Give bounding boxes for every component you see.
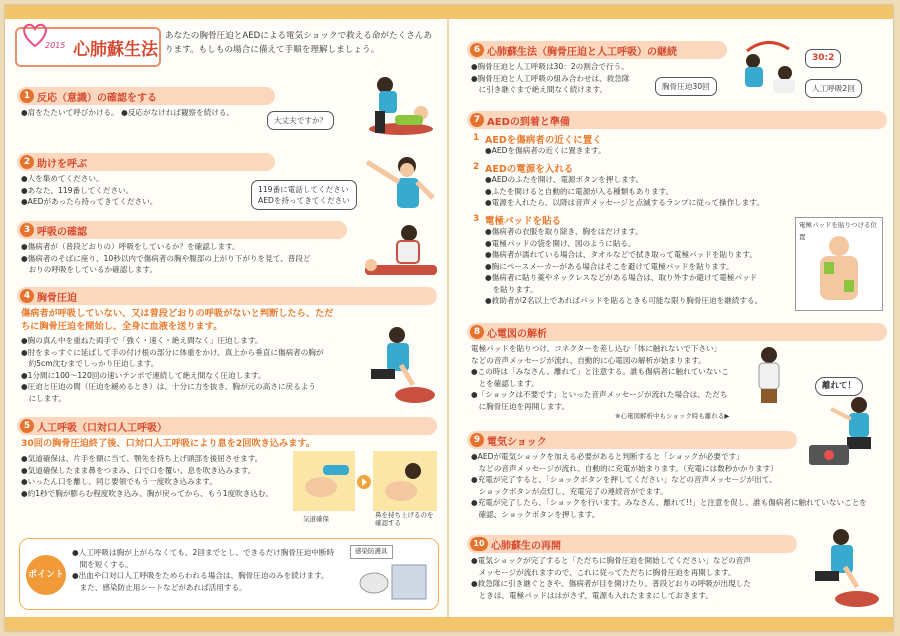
arrow-right-icon [357,475,371,489]
leaflet-sheet: 2015 心肺蘇生法 あなたの胸骨圧迫とAEDによる電気ショックで救える命がたくさんあ ります。もしもの場合に備えて手順を理解しましょう。 1 反応（意識）の確認をする ●肩をたたいて呼びかける。 ●反応がなければ観察を続ける。 大丈夫ですか？ 2 助けを呼ぶ ●人を集めてください。 ●あなた、119番してください。 ●AEDがあったら持ってきてください。 119番に電話してください AEDを持ってきてください 3 呼吸の確認 ●傷病者が（普段どおりの）呼吸をしているか？を確認します。 ●傷病者のそばに座り、10秒以内で傷病者の胸や腹部の上がり下がりを見て、普段ど おりの呼吸をしているか確認します。 4 胸骨圧迫 傷病者が呼吸していない、又は普段どおりの呼吸がないと判断したら、ただ ちに胸骨圧迫を開始し、全身に血液を送ります。 ●胸の真ん中を重ねた両手で「強く・速く・絶え間なく」圧迫します。 ●肘をまっすぐに延ばして手の付け根の部分に体重をかけ、真上から垂直に傷病者の胸が 約5cm沈むまでしっかり圧迫します。 ●1分間に100〜120回の速いテンポで連続して絶え間なく圧迫します。 ●圧迫と圧迫の間（圧迫を緩めるとき）は、十分に力を抜き、胸が元の高さに戻るよう にします。 5 人工呼吸（口対口人工呼吸） 30回の胸骨圧迫終了後、口対口人工呼吸により息を2回吹き込みます。 ●気道確保は、片手を額に当て、顎先を持ち上げ頭部を後屈させます。 ●気道確保したまま鼻をつまみ、口で口を覆い、息を吹き込みます。 ●いったん口を離し、同じ要領でもう一度吹き込みます。 ●約1秒で胸が膨らむ程度吹き込み、胸が戻ってから、もう1度吹き込む。 気道確保 鼻を持ち上げるのを 確認する ポイント ●人工呼吸は胸が上がらなくても、2回までとし、できるだけ胸骨圧迫中断時 間を短くする。 ●出血や口対口人工呼吸をためらわれる場合は、胸骨圧迫のみを続けます。 また、感染防止用シートなどがあれば活用する。 感染防護具 6 心肺蘇生法（胸骨圧迫と人工呼吸）の継続 ●胸骨圧迫と人工呼吸は30：2の割合で行う。 ●胸骨圧迫と人工呼吸の組み合わせは、救急隊 に引き継ぐまで絶え間なく続けます。 胸骨圧迫30回 人工呼吸2回 30:2 7 AEDの到着と準備 1 AEDを傷病者の近くに置く ●AEDを傷病者の近くに置きます。 2 AEDの電源を入れる ●AEDのふたを開け、電源ボタンを押します。 ●ふたを開けると自動的に電源が入る種類もあります。 ●電源を入れたら、以降は音声メッセージと点滅するランプに従って操作します。 3 電極パッドを貼る ●傷病者の衣服を取り除き、胸をはだけます。 ●電極パッドの袋を開け、図のように貼る。 ●傷病者が濡れている場合は、タオルなどで拭き取って電極パッドを貼ります。 ●胸にペースメーカーがある場合はそこを避けて電極パッドを貼ります。 ●傷病者に貼り薬やネックレスなどがある場合は、取り外すか避けて電極パッド を貼ります。 ●救助者が2名以上であればパッドを貼るときも可能な限り胸骨圧迫を継続する。 電極パッドを貼りつける位置 8 心電図の解析 電極パッドを貼りつけ、コネクターを差し込む「体に触れないで下さい」 などの音声メッセージが流れ、自動的に心電図の解析が始まります。 ●この時は「みなさん、離れて」と注意する。誰も傷病者に触れていないこ とを確認します。 ●「ショックは不要です」といった音声メッセージが流れた場合は、ただち に胸骨圧迫を再開します。 ※心電図解析中もショック時も離れる▶ 離れて！ 9 電気ショック ●AEDが電気ショックを加える必要があると判断すると「ショックが必要です」 などの音声メッセージが流れ、自動的に充電が始まります。（充電には数秒かかります） ●充電が完了すると、「ショックボタンを押してください」などの音声メッセージが出て、 ショックボタンが点灯し、充電完了の連続音がでます。 ●充電が完了したら、「ショックを行います。みなさん、離れて!!」と注意を促し、誰も傷病者に触れていないことを 確認、ショックボタンを押します。 10 心肺蘇生の再開 ●電気ショックが完了すると「ただちに胸骨圧迫を開始してください」などの音声 メッセージが流れますので、これに従ってただちに胸骨圧迫を再開します。 ●救急隊に引き継ぐときや、傷病者が目を開けたり、普段どおりの呼吸が出現した ときは、電極パッドははがさず、電源も入れたままにしておきます。 [5,5,893,631]
pad-position-figure: 電極パッドを貼りつける位置 [795,217,883,311]
section-1-text: ●肩をたたいて呼びかける。 ●反応がなければ観察を続ける。 [21,108,235,117]
section-2-header: 2 助けを呼ぶ [17,153,275,171]
point-text: ●人工呼吸は胸が上がらなくても、2回までとし、できるだけ胸骨圧迫中断時 間を短くする。 ●出血や口対口人工呼吸をためらわれる場合は、胸骨圧迫のみを続けます。 また、感染防止用シートなどがあれば活用する。 [72,548,335,592]
intro-text: あなたの胸骨圧迫とAEDによる電気ショックで救える命がたくさんあ ります。もしもの場合に備えて手順を理解しましょう。 [165,31,432,55]
airway-figure [293,451,355,511]
section-7-header: 7 AEDの到着と準備 [467,111,887,129]
section-5-text: ●気道確保は、片手を額に当て、顎先を持ち上げ頭部を後屈させます。 ●気道確保したまま鼻をつまみ、口で口を覆い、息を吹き込みます。 ●いったん口を離し、同じ要領でもう一度吹き込みます。 ●約1秒で胸が膨らむ程度吹き込み、胸が戻ってから、もう1度吹き込む。 [21,454,274,498]
section-9-text: ●AEDが電気ショックを加える必要があると判断すると「ショックが必要です」 などの音声メッセージが流れ、自動的に充電が始まります。（充電には数秒かかります） ●充電が完了すると、「ショックボタンを押してください」などの音声メッセージが出て、 ショックボタンが点灯し、充電完了の連続音がでます。 ●充電が完了したら、「ショックを行います。みなさん、離れて!!」と注意を促し、誰も傷病者に触れていないことを 確認、ショックボタンを押します。 [471,452,867,519]
title-logo [15,27,161,67]
resume-cpr-figure [797,525,885,611]
cpr-cycle-figure [727,37,807,105]
step-7-2-title: AEDの電源を入れる [485,164,574,175]
section-4-lead: 傷病者が呼吸していない、又は普段どおりの呼吸がないと判断したら、ただ ちに胸骨圧迫を開始し、全身に血液を送ります。 [21,308,334,332]
rescuer-calling-figure [347,148,441,212]
torso-pad-image [804,232,874,306]
year-label: 2015 [45,41,66,50]
step-7-1-title: AEDを傷病者の近くに置く [485,135,602,146]
section-6-header: 6 心肺蘇生法（胸骨圧迫と人工呼吸）の継続 [467,41,727,59]
step-7-1-text: ●AEDを傷病者の近くに置きます。 [485,146,606,155]
page-title: 心肺蘇生法 [73,40,158,60]
analysis-note: ※心電図解析中もショック時も離れる▶ [615,412,730,420]
breath-count-bubble: 人工呼吸2回 [805,79,862,98]
section-1-header: 1 反応（意識）の確認をする [17,87,275,105]
section-3-header: 3 呼吸の確認 [17,221,347,239]
section-6-text: ●胸骨圧迫と人工呼吸は30：2の割合で行う。 ●胸骨圧迫と人工呼吸の組み合わせは、救急隊 に引き継ぐまで絶え間なく続けます。 [471,62,630,94]
speech-bubble-2: 119番に電話してください AEDを持ってきてください [251,180,357,210]
section-8-header: 8 心電図の解析 [467,323,887,341]
section-10-text: ●電気ショックが完了すると「ただちに胸骨圧迫を開始してください」などの音声 メッセージが流れますので、これに従ってただちに胸骨圧迫を再開します。 ●救急隊に引き継ぐときや、傷病者が目を開けたり、普段どおりの呼吸が出現した ときは、電極パッドははがさず、電源も入れたままにしておきます。 [471,556,751,600]
breathing-check-figure [357,219,441,279]
bystander-figure [745,345,795,405]
point-badge: ポイント [26,555,66,595]
airway-caption: 気道確保 [303,515,329,523]
clear-shout-bubble: 離れて！ [815,377,863,396]
top-border [5,5,893,19]
step-7-2-text: ●AEDのふたを開け、電源ボタンを押します。 ●ふたを開けると自動的に電源が入る種類もあります。 ●電源を入れたら、以降は音声メッセージと点滅するランプに従って操作します。 [485,175,764,207]
rescuer-tapping-figure [355,71,443,141]
aed-device-icon [805,441,855,467]
section-8-text: 電極パッドを貼りつけ、コネクターを差し込む「体に触れないで下さい」 などの音声メッセージが流れ、自動的に心電図の解析が始まります。 ●この時は「みなさん、離れて」と注意する。誰も傷病者に触れていないこ とを確認します。 ●「ショックは不要です」といった音声メッセージが流れた場合は、ただち に胸骨圧迫を再開します。 [471,344,729,411]
chest-compression-figure [357,323,441,405]
fold-line [447,19,449,617]
step-7-3-title: 電極パッドを貼る [485,216,562,227]
compression-count-bubble: 胸骨圧迫30回 [655,77,717,96]
mouth-to-mouth-figure [373,451,437,511]
section-5-lead: 30回の胸骨圧迫終了後、口対口人工呼吸により息を2回吹き込みます。 [21,438,316,449]
point-box [19,538,439,610]
section-4-header: 4 胸骨圧迫 [17,287,437,305]
ratio-label: 30:2 [805,49,841,68]
bottom-border [5,617,893,631]
speech-bubble-1: 大丈夫ですか？ [267,111,334,130]
section-4-text: ●胸の真ん中を重ねた両手で「強く・速く・絶え間なく」圧迫します。 ●肘をまっすぐに延ばして手の付け根の部分に体重をかけ、真上から垂直に傷病者の胸が 約5cm沈むまでしっかり圧迫します。 ●1分間に100〜120回の速いテンポで連続して絶え間なく圧迫します。 ●圧迫と圧迫の間（圧迫を緩めるとき）は、十分に力を抜き、胸が元の高さに戻るよう にします。 [21,336,324,403]
section-5-header: 5 人工呼吸（口対口人工呼吸） [17,417,437,435]
section-10-header: 10 心肺蘇生の再開 [467,535,797,553]
section-2-text: ●人を集めてください。 ●あなた、119番してください。 ●AEDがあったら持ってきてください。 [21,174,158,206]
face-shield-image [356,559,430,603]
breath-caption: 鼻を持ち上げるのを 確認する [375,511,434,527]
section-9-header: 9 電気ショック [467,431,797,449]
step-7-3-text: ●傷病者の衣服を取り除き、胸をはだけます。 ●電極パッドの袋を開け、図のように貼る。 ●傷病者が濡れている場合は、タオルなどで拭き取って電極パッドを貼ります。 ●胸にペースメーカーがある場合はそこを避けて電極パッドを貼ります。 ●傷病者に貼り薬やネックレスなどがある場合は、取り外すか避けて電極パッド を貼ります。 ●救助者が2名以上であればパッドを貼るときも可能な限り胸骨圧迫を継続する。 [485,227,763,305]
section-3-text: ●傷病者が（普段どおりの）呼吸をしているか？を確認します。 ●傷病者のそばに座り、10秒以内で傷病者の胸や腹部の上がり下がりを見て、普段ど おりの呼吸をしているか確認します。 [21,242,311,274]
shield-label: 感染防護具 [350,545,393,559]
